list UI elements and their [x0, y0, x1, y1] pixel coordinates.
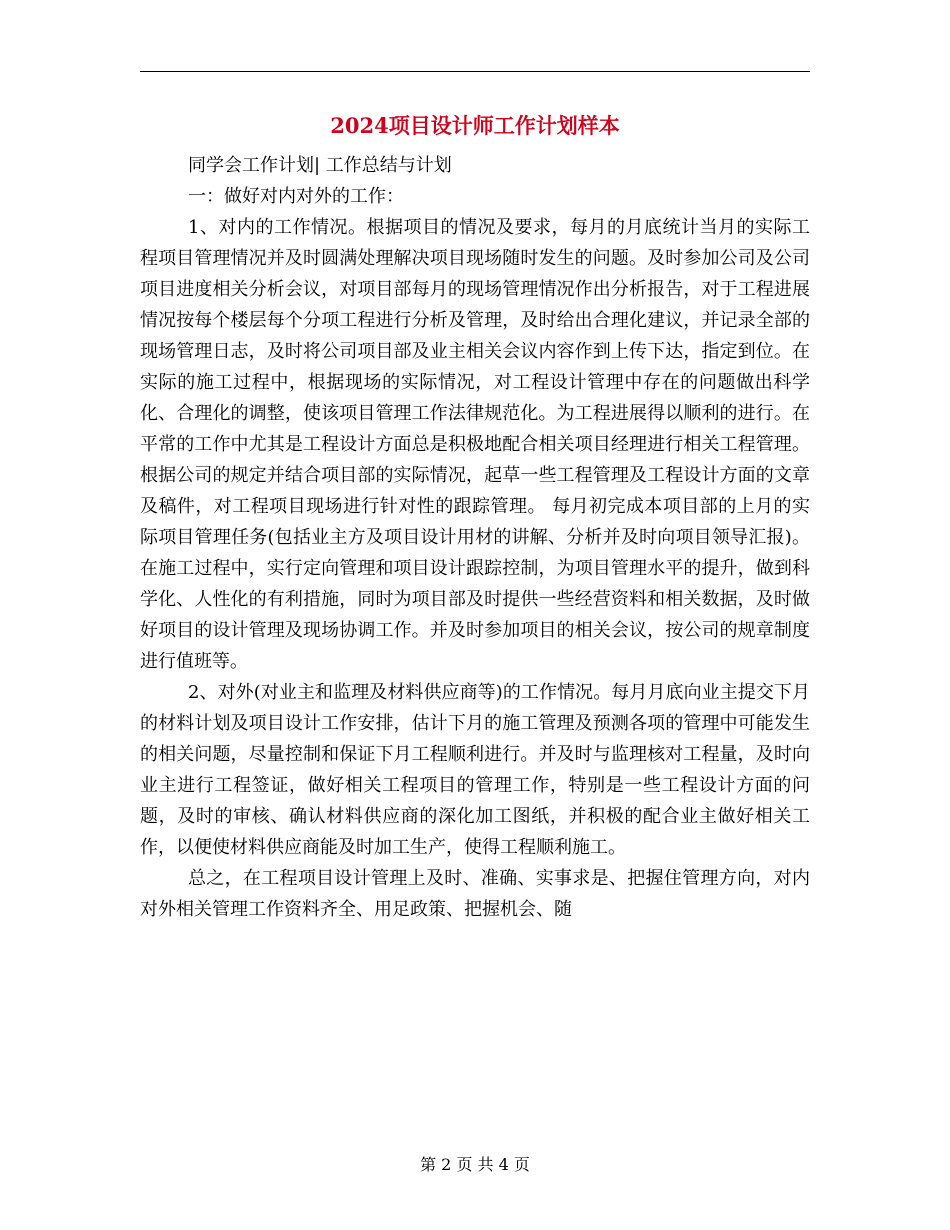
paragraph-external-work: 2、对外(对业主和监理及材料供应商等)的工作情况。每月月底向业主提交下月的材料计划及项目设计工作安排，估计下月的施工管理及预测各项的管理中可能发生的相关问题，尽量控制和保证下月工程顺利进行。并及时与监理核对工程量，及时向业主进行工程签证，做好相关工程项目的管理工作，特别是一些工程设计方面的问题，及时的审核、确认材料供应商的深化加工图纸，并积极的配合业主做好相关工作，以便使材料供应商能及时加工生产，使得工程顺利施工。	[140, 682, 810, 858]
header-rule	[140, 71, 810, 72]
page-number-footer: 第 2 页 共 4 页	[420, 1155, 530, 1174]
document-body	[140, 150, 810, 925]
paragraph-subtitle: 同学会工作计划| 工作总结与计划	[188, 155, 452, 176]
paragraph-section-heading: 一：做好对内对外的工作：	[188, 186, 404, 207]
document-title: 2024项目设计师工作计划样本	[330, 113, 620, 138]
paragraph-internal-work: 1、对内的工作情况。根据项目的情况及要求，每月的月底统计当月的实际工程项目管理情况并及时圆满处理解决项目现场随时发生的问题。及时参加公司及公司项目进度相关分析会议，对项目部每月的现场管理情况作出分析报告，对于工程进展情况按每个楼层每个分项工程进行分析及管理，及时给出合理化建议，并记录全部的现场管理日志，及时将公司项目部及业主相关会议内容作到上传下达，指定到位。在实际的施工过程中，根据现场的实际情况，对工程设计管理中存在的问题做出科学化、合理化的调整，使该项目管理工作法律规范化。为工程进展得以顺利的进行。在平常的工作中尤其是工程设计方面总是积极地配合相关项目经理进行相关工程管理。根据公司的规定并结合项目部的实际情况，起草一些工程管理及工程设计方面的文章及稿件，对工程项目现场进行针对性的跟踪管理。 每月初完成本项目部的上月的实际项目管理任务(包括业主方及项目设计用材的讲解、分析并及时向项目领导汇报)。在施工过程中，实行定向管理和项目设计跟踪控制，为项目管理水平的提升，做到科学化、人性化的有利措施，同时为项目部及时提供一些经营资料和相关数据，及时做好项目的设计管理及现场协调工作。并及时参加项目的相关会议，按公司的规章制度进行值班等。	[140, 217, 810, 672]
paragraph-summary: 总之，在工程项目设计管理上及时、准确、实事求是、把握住管理方向，对内对外相关管理工作资料齐全、用足政策、把握机会、随	[140, 868, 810, 920]
